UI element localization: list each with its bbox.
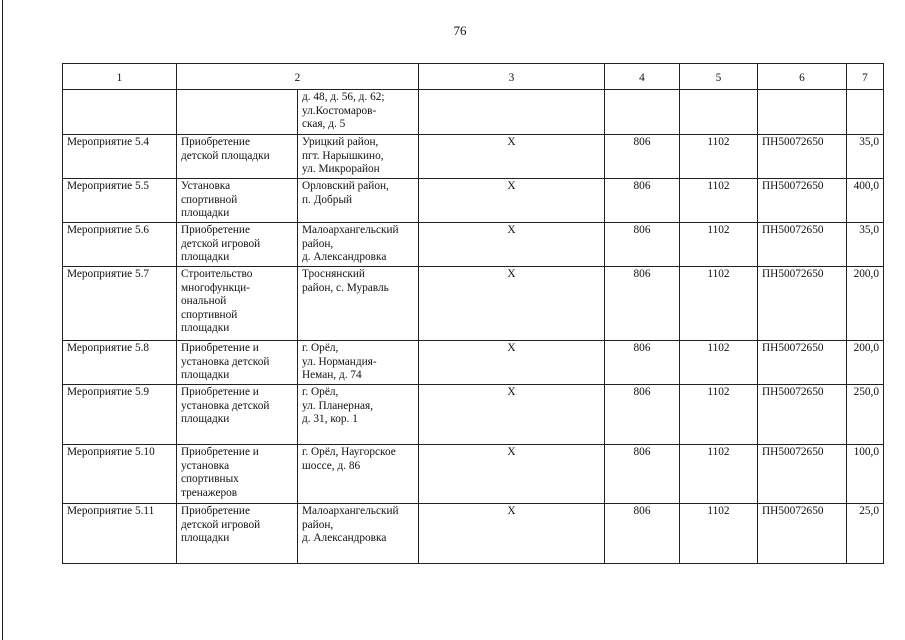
- col5-cell: 1102: [680, 385, 758, 445]
- col5-cell: 1102: [680, 135, 758, 179]
- table-row: [63, 341, 884, 385]
- col3-cell: X: [419, 267, 605, 341]
- col7-cell: 400,0: [847, 179, 884, 223]
- event-cell: [63, 90, 177, 135]
- event-cell: Мероприятие 5.9: [63, 385, 177, 445]
- location-cell: г. Орёл, Наугорское шоссе, д. 86: [298, 445, 419, 504]
- col5-cell: 1102: [680, 179, 758, 223]
- page-number: 76: [453, 23, 467, 38]
- col7-cell: 200,0: [847, 341, 884, 385]
- col5-cell: 1102: [680, 223, 758, 267]
- location-cell: Урицкий район, пгт. Нарышкино, ул. Микрорайон: [298, 135, 419, 179]
- col5-cell: 1102: [680, 267, 758, 341]
- table-row: [63, 179, 884, 223]
- location-cell: Малоархангельский район, д. Александровка: [298, 504, 419, 564]
- continuation-row: [63, 90, 884, 135]
- name-cell: Приобретение и установка спортивных тренажеров: [177, 445, 298, 504]
- header-cell-3: 3: [419, 64, 605, 90]
- col3-cell: X: [419, 135, 605, 179]
- event-cell: Мероприятие 5.8: [63, 341, 177, 385]
- col5-cell: 1102: [680, 341, 758, 385]
- col6-cell: ПН50072650: [758, 223, 847, 267]
- col5-cell: 1102: [680, 504, 758, 564]
- event-cell: Мероприятие 5.4: [63, 135, 177, 179]
- name-cell: Строительство многофункци- ональной спортивной площадки: [177, 267, 298, 341]
- header-cell-6: 6: [758, 64, 847, 90]
- col7-cell: [847, 90, 884, 135]
- name-cell: Приобретение и установка детской площадки: [177, 385, 298, 445]
- header-cell-2: 2: [177, 64, 419, 90]
- header-row: [63, 64, 884, 90]
- event-cell: Мероприятие 5.5: [63, 179, 177, 223]
- col6-cell: ПН50072650: [758, 445, 847, 504]
- header-cell-5: 5: [680, 64, 758, 90]
- table-row: [63, 267, 884, 341]
- col3-cell: X: [419, 179, 605, 223]
- name-cell: Приобретение детской игровой площадки: [177, 504, 298, 564]
- col6-cell: [758, 90, 847, 135]
- col6-cell: ПН50072650: [758, 135, 847, 179]
- table-row: [63, 135, 884, 179]
- col6-cell: ПН50072650: [758, 267, 847, 341]
- col4-cell: 806: [605, 135, 680, 179]
- col3-cell: X: [419, 504, 605, 564]
- budget-table: [62, 63, 884, 564]
- col6-cell: ПН50072650: [758, 341, 847, 385]
- name-cell: Приобретение детской площадки: [177, 135, 298, 179]
- table-row: [63, 445, 884, 504]
- name-cell: Приобретение и установка детской площадки: [177, 341, 298, 385]
- col7-cell: 100,0: [847, 445, 884, 504]
- table-row: [63, 504, 884, 564]
- table-row: [63, 223, 884, 267]
- col6-cell: ПН50072650: [758, 179, 847, 223]
- col7-cell: 200,0: [847, 267, 884, 341]
- col3-cell: [419, 90, 605, 135]
- name-cell: [177, 90, 298, 135]
- col4-cell: 806: [605, 179, 680, 223]
- col3-cell: X: [419, 341, 605, 385]
- name-cell: Приобретение детской игровой площадки: [177, 223, 298, 267]
- col4-cell: 806: [605, 341, 680, 385]
- table-row: [63, 385, 884, 445]
- location-cell: Троснянский район, с. Муравль: [298, 267, 419, 341]
- location-cell: г. Орёл, ул. Планерная, д. 31, кор. 1: [298, 385, 419, 445]
- col5-cell: 1102: [680, 445, 758, 504]
- col7-cell: 25,0: [847, 504, 884, 564]
- header-cell-1: 1: [63, 64, 177, 90]
- header-cell-7: 7: [847, 64, 884, 90]
- location-cell: Орловский район, п. Добрый: [298, 179, 419, 223]
- col6-cell: ПН50072650: [758, 504, 847, 564]
- event-cell: Мероприятие 5.6: [63, 223, 177, 267]
- col4-cell: 806: [605, 223, 680, 267]
- col7-cell: 250,0: [847, 385, 884, 445]
- location-cell: д. 48, д. 56, д. 62; ул.Костомаров- ская, д. 5: [298, 90, 419, 135]
- col4-cell: 806: [605, 445, 680, 504]
- page-left-edge-line: [2, 0, 3, 640]
- col6-cell: ПН50072650: [758, 385, 847, 445]
- col4-cell: 806: [605, 385, 680, 445]
- col7-cell: 35,0: [847, 223, 884, 267]
- location-cell: Малоархангельский район, д. Александровка: [298, 223, 419, 267]
- col4-cell: 806: [605, 267, 680, 341]
- event-cell: Мероприятие 5.7: [63, 267, 177, 341]
- col3-cell: X: [419, 223, 605, 267]
- col3-cell: X: [419, 445, 605, 504]
- col7-cell: 35,0: [847, 135, 884, 179]
- location-cell: г. Орёл, ул. Нормандия- Неман, д. 74: [298, 341, 419, 385]
- col5-cell: [680, 90, 758, 135]
- name-cell: Установка спортивной площадки: [177, 179, 298, 223]
- header-cell-4: 4: [605, 64, 680, 90]
- col4-cell: 806: [605, 504, 680, 564]
- event-cell: Мероприятие 5.10: [63, 445, 177, 504]
- col3-cell: X: [419, 385, 605, 445]
- col4-cell: [605, 90, 680, 135]
- event-cell: Мероприятие 5.11: [63, 504, 177, 564]
